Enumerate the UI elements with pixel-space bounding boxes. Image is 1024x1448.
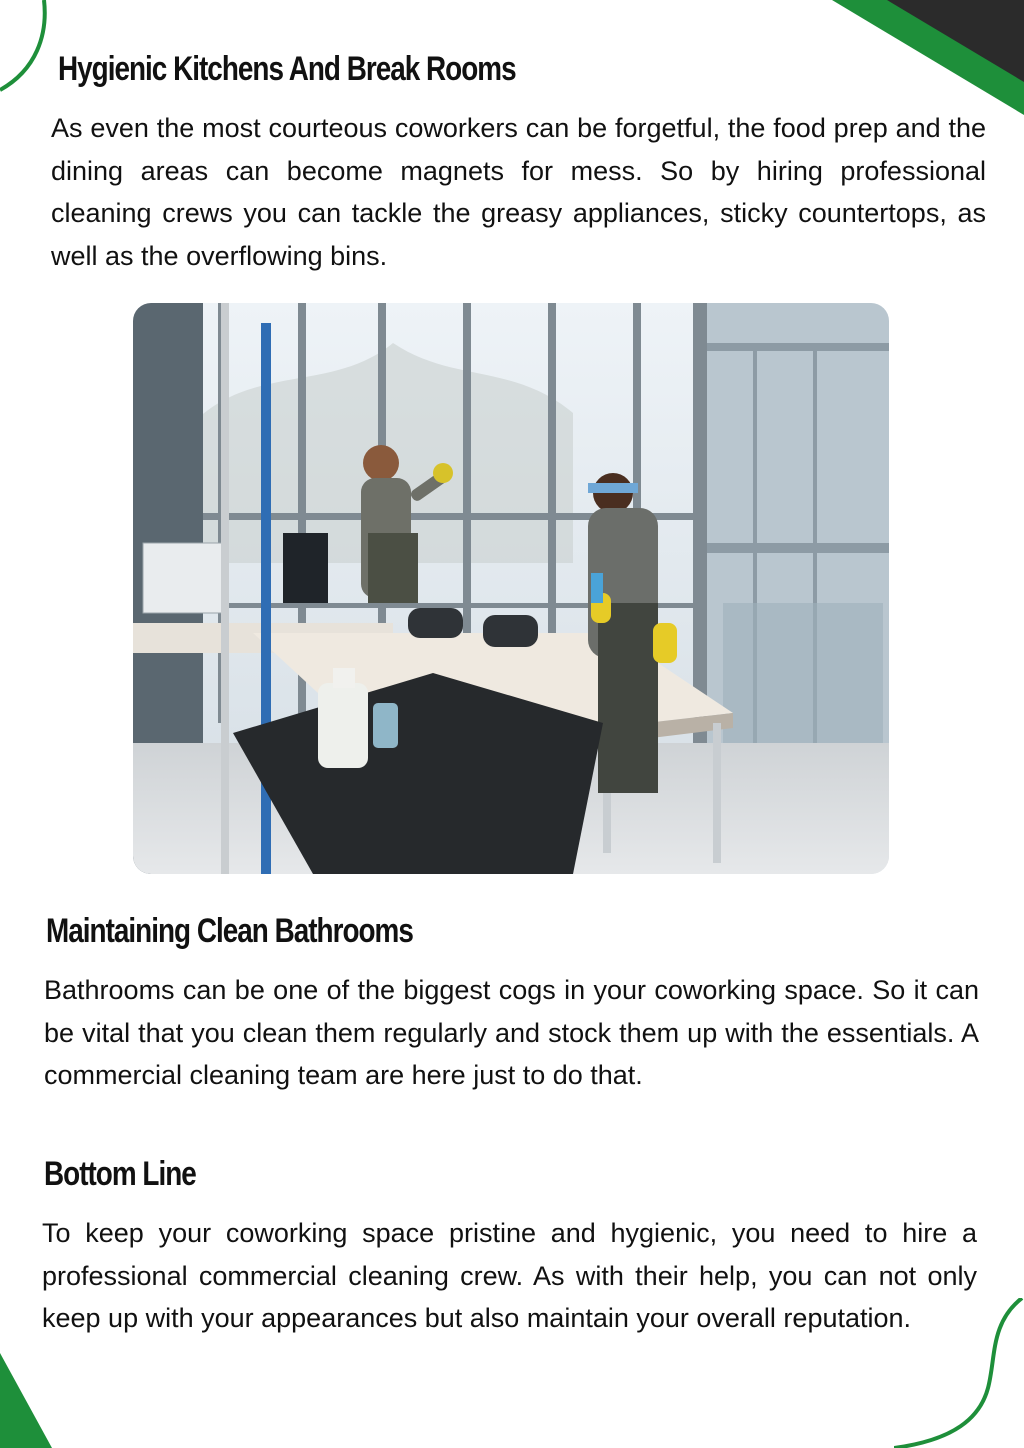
top-left-curve-decoration — [0, 0, 60, 100]
section-heading-bathrooms: Maintaining Clean Bathrooms — [46, 912, 413, 950]
top-right-corner-decoration — [832, 0, 1024, 115]
office-cleaning-photo — [133, 303, 889, 874]
section-heading-kitchens: Hygienic Kitchens And Break Rooms — [58, 50, 516, 88]
section-heading-bottom-line: Bottom Line — [44, 1155, 196, 1193]
bottom-left-corner-decoration — [0, 1353, 55, 1448]
section-body-bathrooms: Bathrooms can be one of the biggest cogs in your coworking space. So it can be vital that you clean them regularly and stock them up with the essentials. A commercial cleaning team are here just to do that. — [44, 975, 979, 1090]
section-body-kitchens: As even the most courteous coworkers can be forgetful, the food prep and the dining areas can become magnets for mess. So by hiring professional cleaning crews you can tackle the greasy appliances, sticky countertops, as well as the overflowing bins. — [51, 113, 986, 271]
section-body-bottom-line: To keep your coworking space pristine and hygienic, you need to hire a professional commercial cleaning crew. As with their help, you can not only keep up with your appearances but also maintain your overall reputation. — [42, 1218, 977, 1333]
